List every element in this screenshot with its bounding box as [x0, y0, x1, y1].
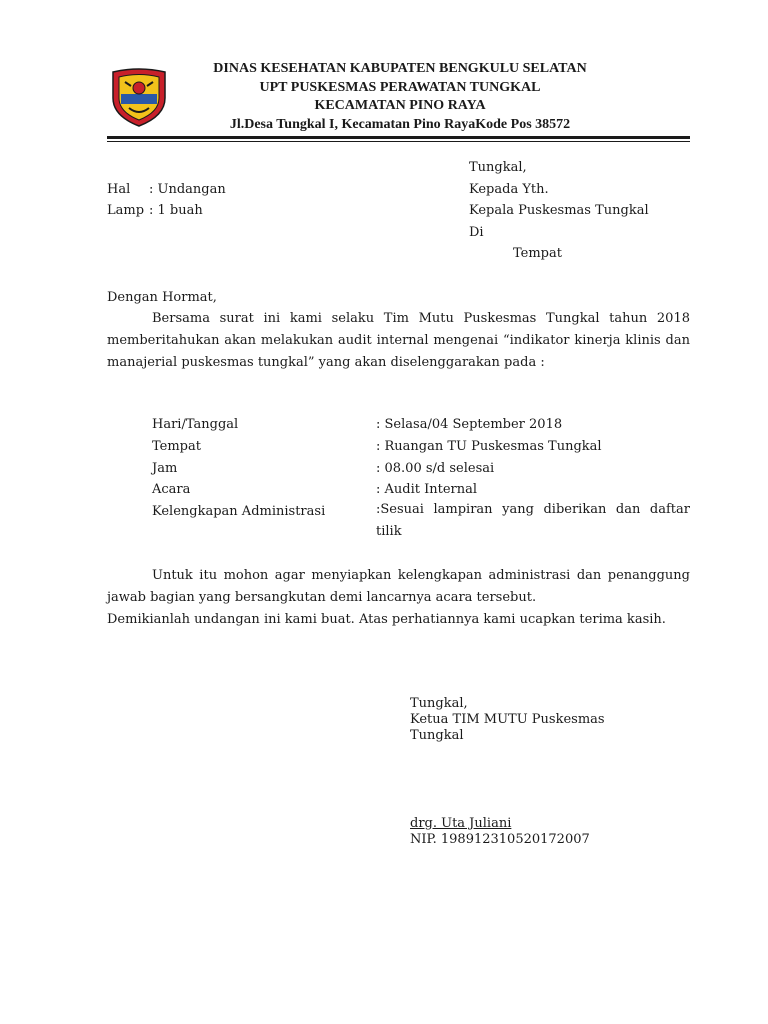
- place-date: Tungkal,: [469, 160, 527, 175]
- letterhead-district: KECAMATAN PINO RAYA: [314, 98, 486, 113]
- detail-label: Kelengkapan Administrasi: [152, 504, 326, 519]
- letterhead-divider-thick: [107, 136, 690, 139]
- attachment-value: : 1 buah: [149, 203, 203, 218]
- recipient-di: Di: [469, 225, 484, 240]
- attachment-label: Lamp: [107, 203, 145, 218]
- intro-paragraph: Bersama surat ini kami selaku Tim Mutu Puskesmas Tungkal tahun 2018 memberitahukan akan melakukan audit internal mengenai “indikator kinerja klinis dan manajerial puskesmas tungkal” yang akan diselenggarakan pada :: [107, 311, 690, 370]
- detail-value: :Sesuai lampiran yang diberikan dan daftar tilik: [376, 502, 690, 539]
- detail-value: : Audit Internal: [376, 482, 478, 497]
- letterhead-agency: DINAS KESEHATAN KABUPATEN BENGKULU SELATAN: [213, 61, 587, 76]
- recipient-place: Tempat: [513, 246, 562, 261]
- greeting: Dengan Hormat,: [107, 290, 217, 305]
- subject-value: : Undangan: [149, 182, 226, 197]
- letterhead-address: Jl.Desa Tungkal I, Kecamatan Pino RayaKode Pos 38572: [229, 116, 571, 132]
- detail-label: Acara: [152, 482, 191, 497]
- detail-value: : 08.00 s/d selesai: [376, 461, 495, 476]
- detail-label: Tempat: [152, 439, 201, 454]
- detail-label: Hari/Tanggal: [152, 417, 239, 432]
- detail-value: : Ruangan TU Puskesmas Tungkal: [376, 439, 602, 454]
- letterhead-unit: UPT PUSKESMAS PERAWATAN TUNGKAL: [259, 79, 541, 95]
- signatory-nip: NIP. 198912310520172007: [410, 832, 590, 847]
- detail-label: Jam: [152, 461, 178, 476]
- signature-title-2: Tungkal: [410, 728, 464, 743]
- letterhead: [180, 60, 620, 134]
- regency-emblem-logo: [107, 64, 171, 128]
- thanks-paragraph: Demikianlah undangan ini kami buat. Atas perhatiannya kami ucapkan terima kasih.: [107, 612, 666, 627]
- recipient-salutation: Kepada Yth.: [469, 182, 549, 197]
- detail-value: : Selasa/04 September 2018: [376, 417, 563, 432]
- signature-place: Tungkal,: [410, 696, 468, 711]
- signature-title: Ketua TIM MUTU Puskesmas: [410, 712, 605, 727]
- letterhead-divider-thin: [107, 141, 690, 142]
- subject-label: Hal: [107, 182, 131, 197]
- recipient-name: Kepala Puskesmas Tungkal: [469, 203, 649, 218]
- signatory-name: drg. Uta Juliani: [410, 816, 512, 831]
- closing-paragraph: Untuk itu mohon agar menyiapkan kelengkapan administrasi dan penanggung jawab bagian yang bersangkutan demi lancarnya acara tersebut.: [107, 568, 690, 605]
